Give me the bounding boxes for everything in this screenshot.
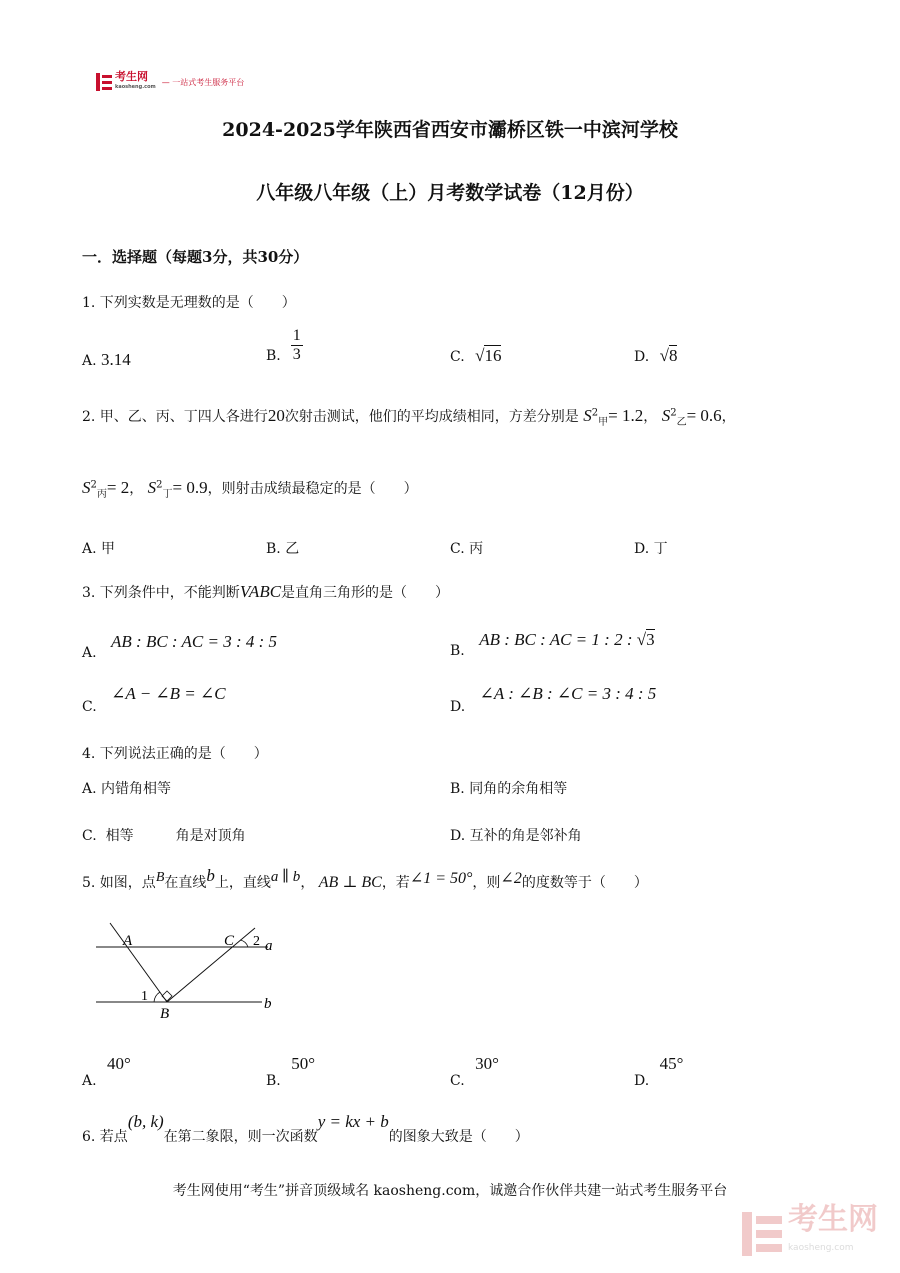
logo-name: 考生网 kaosheng.com	[115, 71, 156, 93]
q2-option-d: D. 丁	[634, 541, 668, 557]
label-a: a	[265, 938, 273, 954]
label-2: 2	[253, 934, 260, 949]
watermark	[742, 1202, 878, 1262]
segment-ab	[110, 923, 167, 1002]
q1-option-d: D. √8	[634, 346, 678, 365]
q1-stem: 1. 下列实数是无理数的是（ ）	[82, 295, 296, 311]
q2-option-b: B. 乙	[266, 541, 300, 557]
q4-option-d: D. 互补的角是邻补角	[450, 828, 582, 844]
segment-bc	[167, 928, 255, 1002]
q3-option-c: C. ∠A − ∠B = ∠C	[82, 684, 226, 715]
q4-option-b: B. 同角的余角相等	[450, 781, 568, 797]
q2-option-a: A. 甲	[82, 541, 116, 557]
q4-option-a: A. 内错角相等	[82, 781, 172, 797]
watermark-logo-icon	[742, 1212, 782, 1256]
q3-stem: 3. 下列条件中，不能判断VABC是直角三角形的是（ ）	[82, 582, 450, 601]
angle-1-arc	[154, 992, 160, 1002]
q6-stem: 6. 若点(b, k)在第二象限，则一次函数y = kx + b的图象大致是（ ）	[82, 1112, 529, 1145]
q5-option-b: B. 50°	[266, 1054, 316, 1089]
q5-stem: 5. 如图，点B在直线b上，直线a ∥ b， AB ⊥ BC，若∠1 = 50°，则∠2的度数等于（ ）	[82, 866, 648, 891]
q2-stem: 2. 甲、乙、丙、丁四人各进行20次射击测试，他们的平均成绩相同，方差分别是 $S^2_甲= 1.2$， $S^2_乙= 0.6$，	[82, 406, 736, 428]
section-heading: 一．选择题（每题3分，共30分）	[82, 248, 309, 266]
q5-figure	[90, 920, 290, 1025]
label-A: A	[123, 933, 133, 949]
q3-option-b: B. AB : BC : AC = 1 : 2 : √3	[450, 630, 655, 659]
q4-option-c: C. 相等 角是对顶角	[82, 828, 246, 844]
q2-stem-cont: $S^2_丙= 2$， $S^2_丁= 0.9$，则射击成绩最稳定的是（ ）	[82, 478, 418, 500]
watermark-text: 考生网 kaosheng.com	[788, 1202, 878, 1253]
q1-fraction: $\frac{1}{3}$	[292, 326, 301, 363]
label-C: C	[224, 933, 235, 949]
q1-option-c: C. √16	[450, 346, 502, 365]
label-B: B	[160, 1006, 170, 1022]
page-footer: 考生网使用“考生”拼音顶级域名 kaosheng.com，诚邀合作伙伴共建一站式考生服务平台	[172, 1183, 728, 1199]
q3-option-a: A. AB : BC : AC = 3 : 4 : 5	[82, 632, 278, 661]
label-1: 1	[141, 989, 148, 1004]
title-line-1: 2024-2025学年陕西省西安市灞桥区铁一中滨河学校	[222, 119, 678, 141]
q3-option-d: D. ∠A : ∠B : ∠C = 3 : 4 : 5	[450, 684, 657, 715]
q5-option-d: D. 45°	[634, 1054, 684, 1089]
q2-option-c: C. 丙	[450, 541, 484, 557]
q5-option-a: A. 40°	[82, 1054, 131, 1089]
logo-icon	[96, 73, 112, 91]
q4-stem: 4. 下列说法正确的是（ ）	[82, 746, 268, 762]
label-b: b	[264, 996, 272, 1012]
logo-domain: kaosheng.com	[115, 84, 156, 90]
brand-logo	[96, 72, 244, 92]
angle-2-arc	[240, 940, 248, 947]
title-line-2: 八年级八年级（上）月考数学试卷（12月份）	[256, 182, 644, 204]
q1-option-a: A. 3.14	[82, 350, 131, 369]
logo-slogan: — 一站式考生服务平台	[161, 77, 245, 87]
q5-option-c: C. 30°	[450, 1054, 499, 1089]
q1-option-b: B. $\frac{1}{3}$	[266, 326, 301, 364]
